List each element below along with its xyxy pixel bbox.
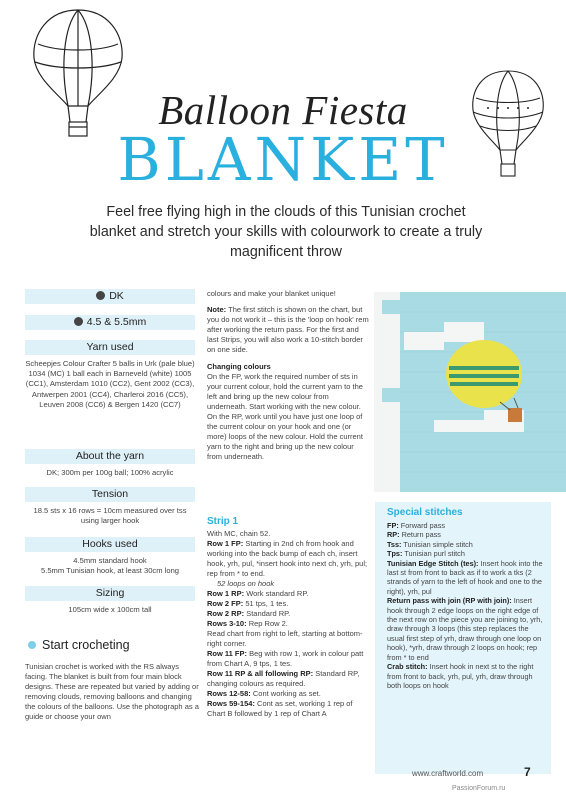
intro-text: Feel free flying high in the clouds of this Tunisian crochet blanket and stretch your skills with colourwork to create a truly magnificent throw bbox=[89, 204, 483, 260]
rows-59-154: Rows 59-154: Cont as set, working 1 rep of Chart B followed by 1 rep of Chart A bbox=[207, 699, 353, 718]
title-script: Balloon Fiesta bbox=[158, 87, 408, 133]
blanket-photo bbox=[374, 292, 566, 492]
loops-note: 52 loops on hook bbox=[217, 579, 275, 588]
footer-site: www.craftworld.com bbox=[412, 769, 484, 778]
middle-column-top bbox=[207, 289, 369, 462]
sizing-text: 105cm wide x 100cm tall bbox=[68, 605, 152, 614]
rows-3-10: Rows 3-10: Rep Row 2. bbox=[207, 619, 288, 628]
hook-size-label: 4.5 & 5.5mm bbox=[86, 316, 147, 328]
weight-label: DK bbox=[109, 290, 124, 302]
yarn-ball-icon bbox=[96, 291, 105, 300]
about-yarn-text: DK; 300m per 100g ball; 100% acrylic bbox=[46, 468, 174, 477]
hooks-section bbox=[25, 537, 195, 576]
sizing-section bbox=[25, 586, 195, 615]
row-1-rp: Row 1 RP: Work standard RP. bbox=[207, 589, 309, 598]
hook-size-box bbox=[25, 315, 195, 330]
special-stitches-title: Special stitches bbox=[387, 507, 463, 518]
page-number: 7 bbox=[524, 765, 531, 779]
sizing-title: Sizing bbox=[25, 586, 195, 601]
strip-1-instructions bbox=[207, 529, 369, 719]
strip-intro: With MC, chain 52. bbox=[207, 529, 271, 538]
tension-section bbox=[25, 487, 195, 526]
strip-1-title: Strip 1 bbox=[207, 516, 239, 527]
weight-box bbox=[25, 289, 195, 304]
bullet-dot-icon bbox=[28, 641, 36, 649]
rows-12-58: Rows 12-58: Cont working as set. bbox=[207, 689, 321, 698]
hook-icon bbox=[74, 317, 83, 326]
row-1-fp: Row 1 FP: Starting in 2nd ch from hook and working into the back bump of each ch, insert hook, yrh, pul, *insert hook into next ch, yrh, pul; rep from * to end. bbox=[207, 539, 368, 578]
page-title: BLANKET bbox=[117, 125, 449, 194]
row-2-rp: Row 2 RP: Standard RP. bbox=[207, 609, 291, 618]
changing-colours-title: Changing colours bbox=[207, 362, 271, 371]
tension-text: 18.5 sts x 16 rows = 10cm measured over tss using larger hook bbox=[33, 506, 187, 526]
note-paragraph: Note: The first stitch is shown on the chart, but you do not work it – this is the 'loop on hook' rem after working the return pass. For the first and last Strips, you will also work a 10-stitch border on one side. bbox=[207, 305, 369, 354]
row-2-fp: Row 2 FP: 51 tps, 1 tes. bbox=[207, 599, 289, 608]
row-11-rp: Row 11 RP & all following RP: Standard RP, changing colours as required. bbox=[207, 669, 360, 688]
row-11-fp: Row 11 FP: Beg with row 1, work in colour patt from Chart A, 9 tps, 1 tes. bbox=[207, 649, 364, 668]
tension-title: Tension bbox=[25, 487, 195, 502]
hooks-text-1: 4.5mm standard hook bbox=[73, 556, 147, 565]
watermark: PassionForum.ru bbox=[452, 785, 506, 792]
yarn-used-section bbox=[25, 340, 195, 410]
start-crocheting-text: Tunisian crochet is worked with the RS always facing. The blanket is built from four main block designs. These are repeated but varied by adding or removing clouds, removing balloons and changing the colours of the balloons. Use the photograph as a guide or choose your own bbox=[25, 662, 199, 721]
about-yarn-section bbox=[25, 449, 195, 478]
special-stitches-list: FP: Forward pass RP: Return pass Tss: Tunisian simple stitch Tps: Tunisian purl stitch Tunisian Edge Stitch (tes): Insert hook into the last st from front to back as if to work a tks (2 strands of yarn to the left of hook and one to the right), yrh, pul Return pass with join (RP with join): Insert hook through 2 edge loops on the right edge of the next row on the piece you are joining to, yrh, draw through 3 loops (this step replaces the usual first step of yrh, draw through one loop on hook), *yrh, draw through 2 loops on hook; rep from * to end Crab stitch: Insert hook in next st to the right from front to back, yrh, pul, yrh, draw through both loops on hook bbox=[387, 521, 543, 690]
read-chart-note: Read chart from right to left, starting at bottom-right corner. bbox=[207, 629, 363, 648]
continuation-text: colours and make your blanket unique! bbox=[207, 289, 336, 298]
yarn-used-text: Scheepjes Colour Crafter 5 balls in Urk (pale blue) 1034 (MC) 1 ball each in Barneveld (white) 1005 (CC1), Amsterdam 1010 (CC2), Gent 2002 (CC3), Antwerpen 2001 (CC4), Charleroi 2016 (CC5), Leuven 2008 (CC6) & Bergen 1420 (CC7) bbox=[25, 359, 195, 409]
changing-colours-text-1: On the FP, work the required number of sts in your current colour, hold the current yarn to the left and bring up the new colour from underneath. Start working with the new colour. bbox=[207, 372, 363, 411]
start-crocheting-heading: Start crocheting bbox=[28, 638, 130, 652]
about-yarn-title: About the yarn bbox=[25, 449, 195, 464]
hooks-title: Hooks used bbox=[25, 537, 195, 552]
changing-colours-text-2: On the RP, work until you have just one loop of the current colour on your hook and one (or more) loops of the new colour. Hold the current yarn to the right and bring up the new colour from underneath. bbox=[207, 412, 363, 461]
hooks-text-2: 5.5mm Tunisian hook, at least 30cm long bbox=[40, 566, 180, 576]
special-stitches-box bbox=[375, 502, 551, 774]
yarn-used-title: Yarn used bbox=[25, 340, 195, 355]
